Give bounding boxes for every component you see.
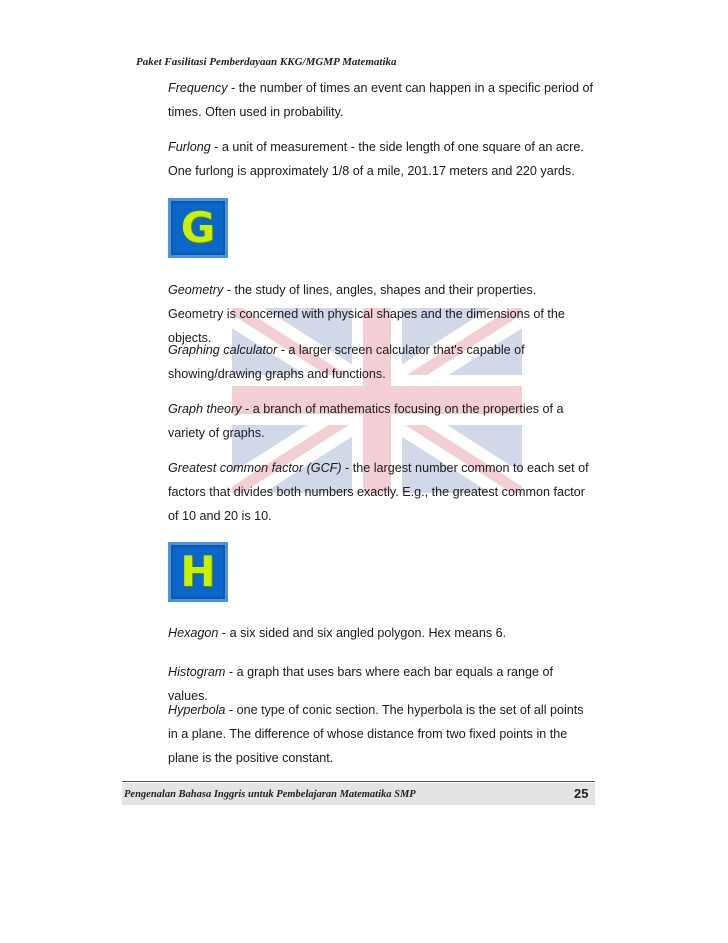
letter-g: G (180, 203, 216, 252)
definition-frequency: - the number of times an event can happen in a specific period of times. Often used in probability. (168, 81, 593, 119)
term-graph-theory: Graph theory (168, 402, 242, 416)
definition-furlong: - a unit of measurement - the side length of one square of an acre. One furlong is approximately 1/8 of a mile, 201.17 meters and 220 yards. (168, 140, 584, 178)
glossary-entry-furlong (168, 135, 593, 183)
term-geometry: Geometry (168, 283, 224, 297)
footer-divider (122, 781, 595, 782)
glossary-entry-hexagon (168, 621, 593, 645)
glossary-entry-graph-theory (168, 397, 593, 445)
term-histogram: Histogram (168, 665, 226, 679)
term-frequency: Frequency (168, 81, 228, 95)
definition-graph-theory: - a branch of mathematics focusing on the properties of a variety of graphs. (168, 402, 564, 440)
term-gcf: Greatest common factor (GCF) (168, 461, 342, 475)
term-hyperbola: Hyperbola (168, 703, 226, 717)
glossary-entry-gcf (168, 456, 593, 528)
term-graphing-calculator: Graphing calculator (168, 343, 278, 357)
glossary-entry-graphing-calculator (168, 338, 593, 386)
glossary-entry-hyperbola (168, 698, 593, 770)
letter-h-badge (168, 542, 228, 602)
page-footer: Pengenalan Bahasa Inggris untuk Pembelajaran Matematika SMP (124, 789, 416, 800)
page-number: 25 (574, 786, 589, 801)
letter-h: H (180, 547, 216, 596)
term-hexagon: Hexagon (168, 626, 219, 640)
glossary-entry-frequency (168, 76, 593, 124)
definition-gcf: - the largest number common to each set of factors that divides both numbers exactly. E.g., the greatest common factor of 10 and 20 is 10. (168, 461, 589, 523)
definition-histogram: - a graph that uses bars where each bar equals a range of values. (168, 665, 554, 703)
definition-hexagon: - a six sided and six angled polygon. Hex means 6. (218, 626, 507, 640)
letter-g-badge (168, 198, 228, 258)
definition-graphing-calculator: - a larger screen calculator that's capable of showing/drawing graphs and functions. (168, 343, 525, 381)
definition-hyperbola: - one type of conic section. The hyperbola is the set of all points in a plane. The difference of whose distance from two fixed points in the plane is the positive constant. (168, 703, 584, 765)
definition-geometry: - the study of lines, angles, shapes and their properties. Geometry is concerned with physical shapes and the dimensions of the objects. (168, 283, 565, 345)
term-furlong: Furlong (168, 140, 211, 154)
page-header: Paket Fasilitasi Pemberdayaan KKG/MGMP Matematika (136, 56, 397, 68)
